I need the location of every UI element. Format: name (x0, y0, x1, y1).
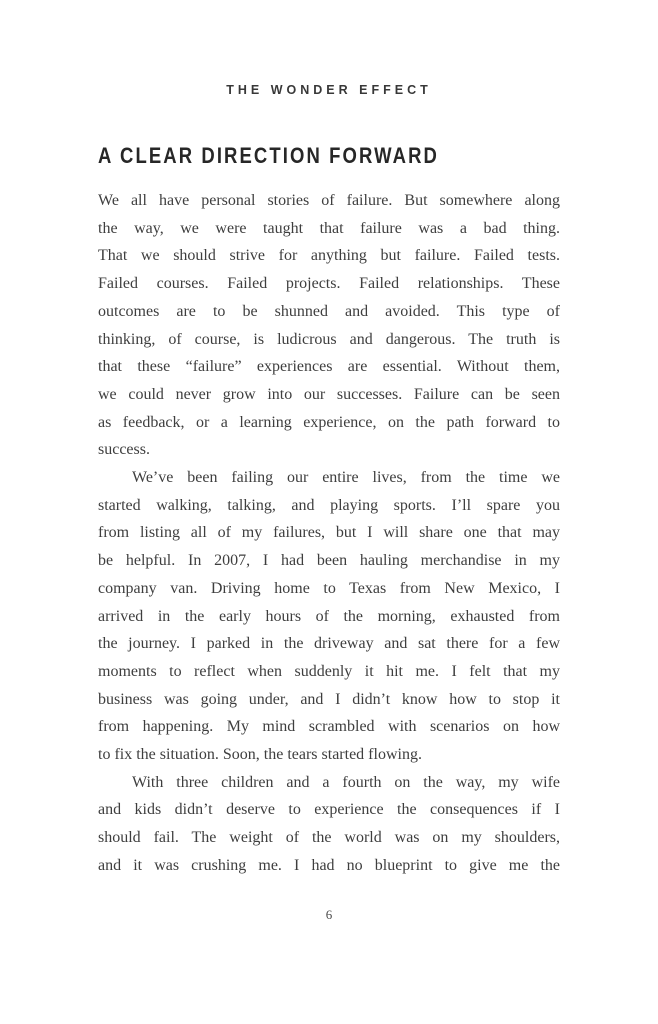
text-line: thinking, of course, is ludicrous and dangerous. The truth is (98, 330, 560, 348)
text-line: company van. Driving home to Texas from New Mexico, I (98, 579, 560, 597)
text-line: as feedback, or a learning experience, on the path forward to (98, 413, 560, 431)
text-line: started walking, talking, and playing sports. I’ll spare you (98, 496, 560, 514)
text-line: outcomes are to be shunned and avoided. This type of (98, 302, 560, 320)
text-line: from listing all of my failures, but I will share one that may (98, 524, 560, 542)
paragraph (98, 464, 560, 769)
paragraph (98, 769, 560, 880)
body-text (98, 187, 560, 880)
text-line: success. (98, 441, 150, 459)
text-line: We’ve been failing our entire lives, from the time we (132, 469, 560, 487)
text-line: arrived in the early hours of the morning, exhausted from (98, 607, 560, 625)
paragraph (98, 187, 560, 464)
text-line: that these “failure” experiences are essential. Without them, (98, 358, 560, 376)
text-line: should fail. The weight of the world was on my shoulders, (98, 829, 560, 847)
text-line: business was going under, and I didn’t know how to stop it (98, 690, 560, 708)
text-line: We all have personal stories of failure. But somewhere along (98, 192, 560, 209)
text-line: and it was crushing me. I had no blueprint to give me the (98, 856, 560, 874)
running-head: THE WONDER EFFECT (226, 83, 432, 97)
text-line: Failed courses. Failed projects. Failed relationships. These (98, 275, 560, 293)
text-line: the way, we were taught that failure was a bad thing. (98, 219, 560, 237)
text-line: from happening. My mind scrambled with scenarios on how (98, 718, 560, 736)
text-line: we could never grow into our successes. Failure can be seen (98, 385, 560, 403)
text-line: the journey. I parked in the driveway and sat there for a few (98, 635, 560, 653)
chapter-heading: A CLEAR DIRECTION FORWARD (98, 143, 440, 168)
text-line: and kids didn’t deserve to experience the consequences if I (98, 801, 560, 819)
text-line: to fix the situation. Soon, the tears started flowing. (98, 746, 422, 764)
text-line: moments to reflect when suddenly it hit me. I felt that my (98, 662, 560, 680)
text-line: With three children and a fourth on the way, my wife (132, 773, 560, 791)
page-number: 6 (325, 907, 333, 922)
text-line: be helpful. In 2007, I had been hauling merchandise in my (98, 552, 560, 570)
text-line: That we should strive for anything but failure. Failed tests. (98, 247, 560, 265)
